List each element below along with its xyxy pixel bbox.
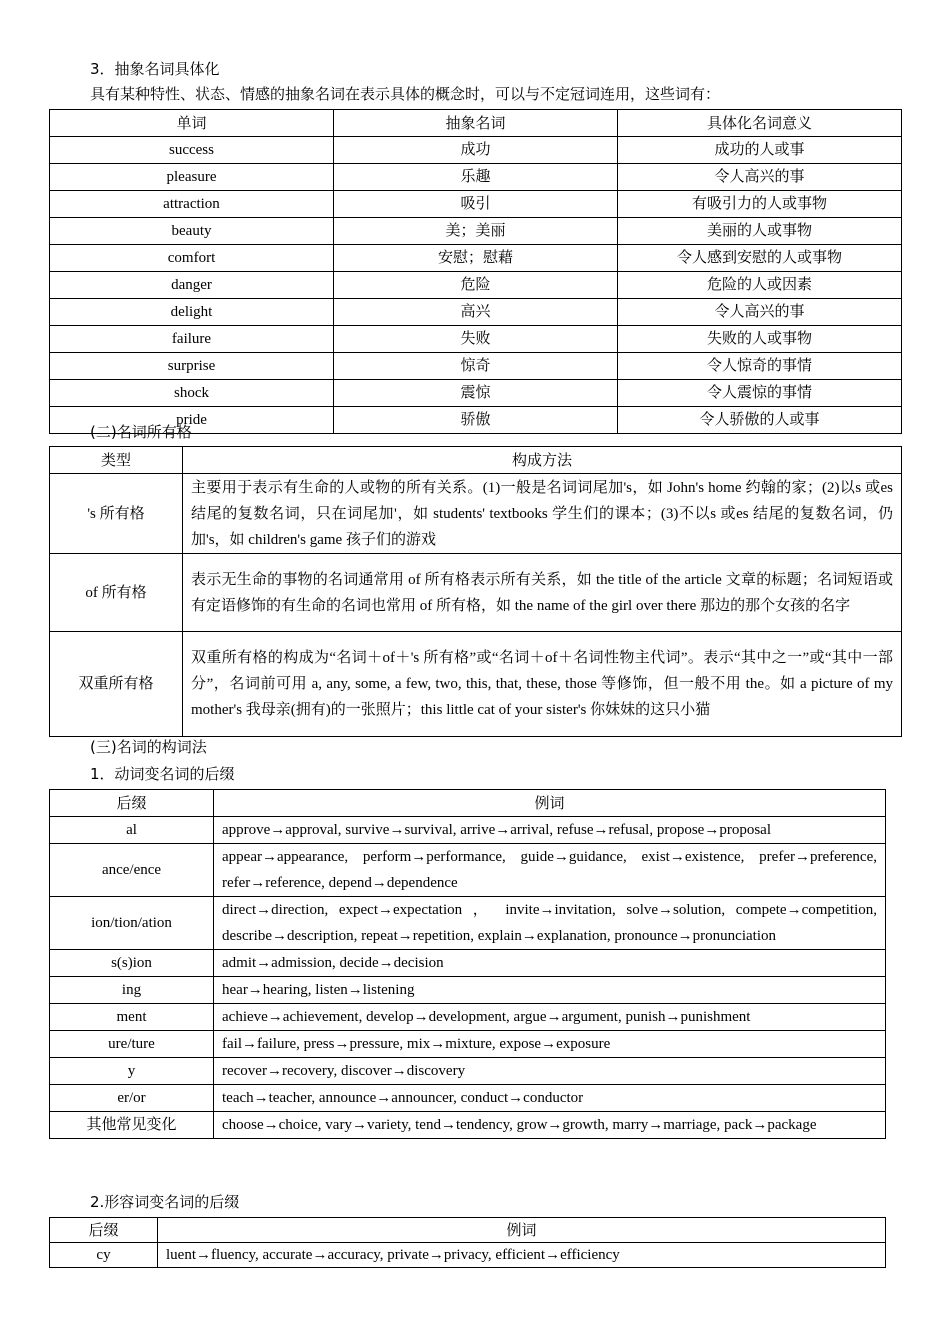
possessive-table xyxy=(49,446,902,737)
column-header: 例词 xyxy=(158,1218,886,1243)
example-cell: luent→fluency, accurate→accuracy, private→privacy, efficient→efficiency xyxy=(158,1243,886,1268)
abstract-cell: 危险 xyxy=(334,272,618,299)
concrete-meaning-cell: 令人高兴的事 xyxy=(618,164,902,191)
concrete-meaning-cell: 令人震惊的事情 xyxy=(618,380,902,407)
abstract-cell: 高兴 xyxy=(334,299,618,326)
example-cell: admit→admission, decide→decision xyxy=(214,950,886,977)
concrete-meaning-cell: 有吸引力的人或事物 xyxy=(618,191,902,218)
word-cell: success xyxy=(50,137,334,164)
type-cell: 's 所有格 xyxy=(50,474,183,554)
example-cell: fail→failure, press→pressure, mix→mixture, expose→exposure xyxy=(214,1031,886,1058)
abstract-noun-table xyxy=(49,109,902,434)
abstract-cell: 震惊 xyxy=(334,380,618,407)
abstract-cell: 吸引 xyxy=(334,191,618,218)
word-cell: beauty xyxy=(50,218,334,245)
column-header: 构成方法 xyxy=(183,447,902,474)
column-header: 单词 xyxy=(50,110,334,137)
suffix-cell: al xyxy=(50,817,214,844)
concrete-meaning-cell: 成功的人或事 xyxy=(618,137,902,164)
column-header: 后缀 xyxy=(50,1218,158,1243)
formation-heading: (三)名词的构词法 xyxy=(90,738,207,756)
example-cell: approve→approval, survive→survival, arrive→arrival, refuse→refusal, propose→proposal xyxy=(214,817,886,844)
abstract-cell: 乐趣 xyxy=(334,164,618,191)
column-header: 后缀 xyxy=(50,790,214,817)
table-row xyxy=(50,164,902,191)
column-header: 具体化名词意义 xyxy=(618,110,902,137)
table-row xyxy=(50,977,886,1004)
table-row xyxy=(50,245,902,272)
suffix-cell: ion/tion/ation xyxy=(50,897,214,950)
verb-suffix-heading: 1．动词变名词的后缀 xyxy=(90,765,235,783)
type-cell: of 所有格 xyxy=(50,554,183,632)
table-row xyxy=(50,817,886,844)
table-row xyxy=(50,950,886,977)
example-cell: teach→teacher, announce→announcer, conduct→conductor xyxy=(214,1085,886,1112)
abstract-cell: 失败 xyxy=(334,326,618,353)
table-row xyxy=(50,137,902,164)
word-cell: danger xyxy=(50,272,334,299)
example-cell: achieve→achievement, develop→development, argue→argument, punish→punishment xyxy=(214,1004,886,1031)
possessive-heading: (二)名词所有格 xyxy=(90,423,192,441)
table-row xyxy=(50,1243,886,1268)
concrete-meaning-cell: 美丽的人或事物 xyxy=(618,218,902,245)
table-header-row xyxy=(50,447,902,474)
word-cell: delight xyxy=(50,299,334,326)
type-cell: 双重所有格 xyxy=(50,632,183,737)
concrete-meaning-cell: 令人骄傲的人或事 xyxy=(618,407,902,434)
table-row xyxy=(50,554,902,632)
word-cell: failure xyxy=(50,326,334,353)
suffix-cell: er/or xyxy=(50,1085,214,1112)
abstract-cell: 美；美丽 xyxy=(334,218,618,245)
table-row xyxy=(50,1058,886,1085)
table-row xyxy=(50,844,886,897)
example-cell: hear→hearing, listen→listening xyxy=(214,977,886,1004)
table-row xyxy=(50,1004,886,1031)
example-cell: appear→appearance, perform→performance, guide→guidance, exist→existence, prefer→preference, refer→reference, depend→dependence xyxy=(214,844,886,897)
table-row xyxy=(50,218,902,245)
concrete-meaning-cell: 令人惊奇的事情 xyxy=(618,353,902,380)
table-row xyxy=(50,897,886,950)
table-row xyxy=(50,326,902,353)
suffix-cell: s(s)ion xyxy=(50,950,214,977)
table-row xyxy=(50,272,902,299)
suffix-cell: ment xyxy=(50,1004,214,1031)
word-cell: pride xyxy=(50,407,334,434)
abstract-cell: 骄傲 xyxy=(334,407,618,434)
table-header-row xyxy=(50,110,902,137)
example-cell: recover→recovery, discover→discovery xyxy=(214,1058,886,1085)
suffix-cell: y xyxy=(50,1058,214,1085)
table-header-row xyxy=(50,1218,886,1243)
example-cell: direct→direction, expect→expectation ， invite→invitation, solve→solution, compete→competition, describe→description, repeat→repetition, explain→explanation, pronounce→pronunciation xyxy=(214,897,886,950)
abstract-cell: 安慰；慰藉 xyxy=(334,245,618,272)
table-row xyxy=(50,474,902,554)
method-cell: 双重所有格的构成为“名词＋of＋'s 所有格”或“名词＋of＋名词性物主代词”。表示“其中之一”或“其中一部分”，名词前可用 a, any, some, a few, two, this, that, these, those 等修饰，但一般不用 the。如 a picture of my mother's 我母亲(拥有)的一张照片；this little cat of your sister's 你妹妹的这只小猫 xyxy=(183,632,902,737)
example-cell: choose→choice, vary→variety, tend→tendency, grow→growth, marry→marriage, pack→package xyxy=(214,1112,886,1139)
table-header-row xyxy=(50,790,886,817)
word-cell: attraction xyxy=(50,191,334,218)
column-header: 类型 xyxy=(50,447,183,474)
suffix-cell: ure/ture xyxy=(50,1031,214,1058)
word-cell: comfort xyxy=(50,245,334,272)
table-row xyxy=(50,632,902,737)
section-3-intro: 具有某种特性、状态、情感的抽象名词在表示具体的概念时，可以与不定冠词连用，这些词有： xyxy=(90,87,721,103)
concrete-meaning-cell: 失败的人或事物 xyxy=(618,326,902,353)
suffix-cell: cy xyxy=(50,1243,158,1268)
table-row xyxy=(50,1112,886,1139)
word-cell: surprise xyxy=(50,353,334,380)
concrete-meaning-cell: 令人感到安慰的人或事物 xyxy=(618,245,902,272)
table-row xyxy=(50,1085,886,1112)
table-row xyxy=(50,1031,886,1058)
column-header: 例词 xyxy=(214,790,886,817)
adjective-to-noun-suffix-table xyxy=(49,1217,886,1268)
table-row xyxy=(50,380,902,407)
section-3-heading: 3．抽象名词具体化 xyxy=(90,60,220,78)
suffix-cell: 其他常见变化 xyxy=(50,1112,214,1139)
abstract-cell: 成功 xyxy=(334,137,618,164)
column-header: 抽象名词 xyxy=(334,110,618,137)
method-cell: 表示无生命的事物的名词通常用 of 所有格表示所有关系，如 the title of the article 文章的标题；名词短语或有定语修饰的有生命的名词也常用 of 所有格，如 the name of the girl over there 那边的那个女孩的名字 xyxy=(183,554,902,632)
suffix-cell: ing xyxy=(50,977,214,1004)
table-row xyxy=(50,191,902,218)
adjective-suffix-heading: 2.形容词变名词的后缀 xyxy=(90,1193,240,1211)
word-cell: pleasure xyxy=(50,164,334,191)
suffix-cell: ance/ence xyxy=(50,844,214,897)
table-row xyxy=(50,353,902,380)
table-row xyxy=(50,299,902,326)
abstract-cell: 惊奇 xyxy=(334,353,618,380)
method-cell: 主要用于表示有生命的人或物的所有关系。(1)一般是名词词尾加's，如 John's home 约翰的家；(2)以s 或es 结尾的复数名词，只在词尾加'，如 students' textbooks 学生们的课本；(3)不以s 或es 结尾的复数名词，仍加's，如 children's game 孩子们的游戏 xyxy=(183,474,902,554)
word-cell: shock xyxy=(50,380,334,407)
concrete-meaning-cell: 危险的人或因素 xyxy=(618,272,902,299)
verb-to-noun-suffix-table xyxy=(49,789,886,1139)
concrete-meaning-cell: 令人高兴的事 xyxy=(618,299,902,326)
